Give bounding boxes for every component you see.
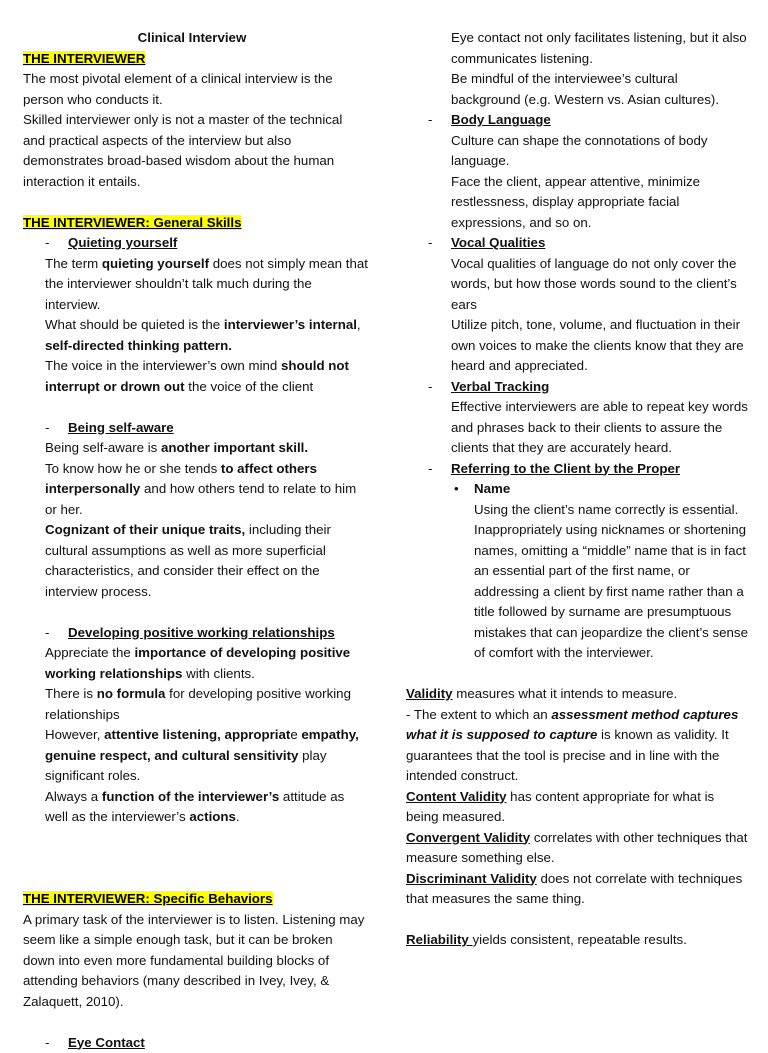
dash-marker: -	[45, 1033, 49, 1053]
eye-contact-text-2: Be mindful of the interviewee’s cultural background (e.g. Western vs. Asian cultures).	[406, 69, 748, 110]
dash-marker: -	[45, 623, 49, 644]
paragraph-primary-task: A primary task of the interviewer is to listen. Listening may seem like a simple enough task, but it can be broken down into even more fundamental building blocks of attending behaviors (many described in Ivey, Ivey, & Zalaquett, 2010).	[23, 910, 368, 1013]
subheading-body-language: Body Language	[451, 112, 551, 127]
relationships-text-1: Appreciate the importance of developing positive working relationships with clients.	[23, 643, 368, 684]
list-item-working-relationships	[23, 623, 368, 644]
reliability-definition: Reliability yields consistent, repeatable results.	[406, 930, 748, 951]
body-language-text-1: Culture can shape the connotations of body language.	[406, 131, 748, 172]
list-item-quieting-yourself	[23, 233, 368, 254]
list-item-referring-client	[406, 459, 748, 480]
selfaware-text-2: To know how he or she tends to affect others interpersonally and how others tend to relate to him or her.	[23, 459, 368, 521]
subheading-verbal-tracking: Verbal Tracking	[451, 379, 549, 394]
relationships-text-2: There is no formula for developing positive working relationships	[23, 684, 368, 725]
section-heading-general-skills: THE INTERVIEWER: General Skills	[23, 215, 241, 230]
dash-marker: -	[428, 110, 432, 131]
vocal-qualities-text-2: Utilize pitch, tone, volume, and fluctuation in their own voices to make the clients know that they are heard and appreciated.	[406, 315, 748, 377]
subheading-name: Name	[474, 481, 510, 496]
list-item-eye-contact	[23, 1033, 368, 1053]
vocal-qualities-text-1: Vocal qualities of language do not only cover the words, but how those words sound to the client’s ears	[406, 254, 748, 316]
verbal-tracking-text-1: Effective interviewers are able to repeat key words and phrases back to their clients to assure the clients that they are accurately heard.	[406, 397, 748, 459]
subheading-quieting-yourself: Quieting yourself	[68, 235, 177, 250]
quieting-text-1: The term quieting yourself does not simply mean that the interviewer shouldn’t talk much during the interview.	[23, 254, 368, 316]
convergent-validity: Convergent Validity correlates with other techniques that measure something else.	[406, 828, 748, 869]
paragraph-pivotal-element: The most pivotal element of a clinical interview is the person who conducts it.	[23, 69, 368, 110]
dash-marker: -	[45, 418, 49, 439]
subheading-vocal-qualities: Vocal Qualities	[451, 235, 545, 250]
list-item-name	[406, 479, 748, 500]
dash-marker: -	[428, 377, 432, 398]
page-title: Clinical Interview	[23, 28, 361, 49]
dash-marker: -	[428, 233, 432, 254]
section-heading-specific-behaviors: THE INTERVIEWER: Specific Behaviors	[23, 891, 273, 906]
selfaware-text-1: Being self-aware is another important skill.	[23, 438, 368, 459]
subheading-working-relationships: Developing positive working relationships	[68, 625, 335, 640]
discriminant-validity: Discriminant Validity does not correlate with techniques that measures the same thing.	[406, 869, 748, 910]
right-column	[406, 28, 748, 951]
list-item-being-self-aware	[23, 418, 368, 439]
quieting-text-3: The voice in the interviewer’s own mind should not interrupt or drown out the voice of the client	[23, 356, 368, 397]
paragraph-skilled-interviewer: Skilled interviewer only is not a master of the technical and practical aspects of the interview but also demonstrates broad-based wisdom about the human interaction it entails.	[23, 110, 368, 192]
list-item-body-language	[406, 110, 748, 131]
relationships-text-3: However, attentive listening, appropriate empathy, genuine respect, and cultural sensitivity play significant roles.	[23, 725, 368, 787]
quieting-text-2: What should be quieted is the interviewer’s internal, self-directed thinking pattern.	[23, 315, 368, 356]
name-text: Using the client’s name correctly is essential. Inappropriately using nicknames or shortening names, omitting a “middle” name that is in fact an essential part of the first name, or addressing a client by first name rather than a title followed by surname are presumptuous mistakes that can jeopardize the client’s sense of comfort with the interviewer.	[406, 500, 748, 664]
section-heading-interviewer: THE INTERVIEWER	[23, 51, 145, 66]
dash-marker: -	[45, 233, 49, 254]
relationships-text-4: Always a function of the interviewer’s attitude as well as the interviewer’s actions.	[23, 787, 368, 828]
subheading-being-self-aware: Being self-aware	[68, 420, 174, 435]
content-validity: Content Validity has content appropriate for what is being measured.	[406, 787, 748, 828]
validity-definition: Validity measures what it intends to measure.	[406, 684, 748, 705]
selfaware-text-3: Cognizant of their unique traits, including their cultural assumptions as well as more superficial characteristics, and consider their effect on the interview process.	[23, 520, 368, 602]
body-language-text-2: Face the client, appear attentive, minimize restlessness, display appropriate facial expressions, and so on.	[406, 172, 748, 234]
left-column	[23, 28, 368, 1053]
eye-contact-text-1: Eye contact not only facilitates listening, but it also communicates listening.	[406, 28, 748, 69]
bullet-dot-icon: •	[454, 479, 459, 500]
list-item-verbal-tracking	[406, 377, 748, 398]
subheading-referring-client: Referring to the Client by the Proper	[451, 461, 680, 476]
validity-extent: - The extent to which an assessment method captures what it is supposed to capture is known as validity. It guarantees that the tool is precise and in line with the intended construct.	[406, 705, 748, 787]
dash-marker: -	[428, 459, 432, 480]
list-item-vocal-qualities	[406, 233, 748, 254]
subheading-eye-contact: Eye Contact	[68, 1035, 145, 1050]
